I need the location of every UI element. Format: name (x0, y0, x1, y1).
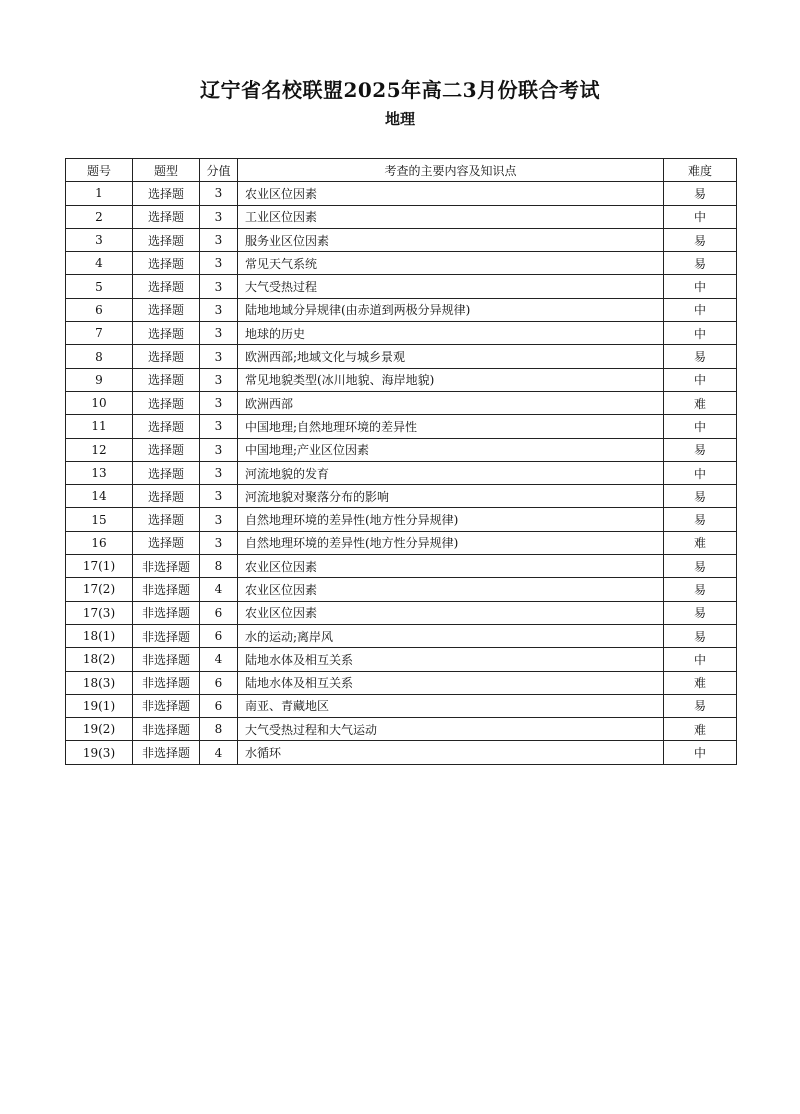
column-header-knowledge-points: 考查的主要内容及知识点 (238, 159, 664, 182)
question-type-cell: 非选择题 (133, 648, 200, 671)
question-number-cell: 19(2) (66, 718, 133, 741)
question-number-cell: 18(1) (66, 624, 133, 647)
knowledge-point-cell: 陆地水体及相互关系 (238, 648, 664, 671)
difficulty-cell: 易 (664, 508, 737, 531)
score-cell: 3 (200, 275, 238, 298)
knowledge-point-cell: 水的运动;离岸风 (238, 624, 664, 647)
table-row (66, 531, 737, 554)
table-row (66, 298, 737, 321)
table-row (66, 368, 737, 391)
table-row (66, 182, 737, 205)
column-header-question-type: 题型 (133, 159, 200, 182)
knowledge-point-cell: 常见地貌类型(冰川地貌、海岸地貌) (238, 368, 664, 391)
score-cell: 3 (200, 508, 238, 531)
question-number-cell: 19(1) (66, 694, 133, 717)
knowledge-point-cell: 地球的历史 (238, 322, 664, 345)
knowledge-point-cell: 陆地地域分异规律(由赤道到两极分异规律) (238, 298, 664, 321)
difficulty-cell: 中 (664, 322, 737, 345)
question-type-cell: 选择题 (133, 438, 200, 461)
table-row (66, 322, 737, 345)
question-number-cell: 9 (66, 368, 133, 391)
question-number-cell: 15 (66, 508, 133, 531)
score-cell: 6 (200, 694, 238, 717)
difficulty-cell: 中 (664, 648, 737, 671)
question-type-cell: 非选择题 (133, 601, 200, 624)
question-number-cell: 12 (66, 438, 133, 461)
score-cell: 3 (200, 322, 238, 345)
difficulty-cell: 中 (664, 415, 737, 438)
score-cell: 3 (200, 182, 238, 205)
score-cell: 3 (200, 368, 238, 391)
knowledge-point-cell: 欧洲西部;地域文化与城乡景观 (238, 345, 664, 368)
difficulty-cell: 中 (664, 368, 737, 391)
difficulty-cell: 中 (664, 298, 737, 321)
document-title: 辽宁省名校联盟2025年高二3月份联合考试 (199, 78, 601, 102)
column-header-difficulty: 难度 (664, 159, 737, 182)
column-header-score: 分值 (200, 159, 238, 182)
table-row (66, 671, 737, 694)
knowledge-point-cell: 农业区位因素 (238, 182, 664, 205)
question-number-cell: 13 (66, 461, 133, 484)
question-type-cell: 非选择题 (133, 718, 200, 741)
difficulty-cell: 难 (664, 531, 737, 554)
question-type-cell: 选择题 (133, 485, 200, 508)
score-cell: 6 (200, 624, 238, 647)
question-number-cell: 6 (66, 298, 133, 321)
difficulty-cell: 中 (664, 741, 737, 764)
question-type-cell: 非选择题 (133, 741, 200, 764)
subject-title: 地理 (384, 110, 415, 128)
question-number-cell: 17(1) (66, 555, 133, 578)
knowledge-point-cell: 中国地理;自然地理环境的差异性 (238, 415, 664, 438)
knowledge-point-cell: 河流地貌对聚落分布的影响 (238, 485, 664, 508)
table-row (66, 648, 737, 671)
knowledge-point-cell: 欧洲西部 (238, 391, 664, 414)
table-row (66, 624, 737, 647)
question-number-cell: 1 (66, 182, 133, 205)
table-row (66, 461, 737, 484)
difficulty-cell: 易 (664, 578, 737, 601)
difficulty-cell: 中 (664, 461, 737, 484)
table-row (66, 438, 737, 461)
difficulty-cell: 易 (664, 182, 737, 205)
knowledge-point-cell: 大气受热过程 (238, 275, 664, 298)
question-type-cell: 选择题 (133, 275, 200, 298)
difficulty-cell: 中 (664, 275, 737, 298)
difficulty-cell: 易 (664, 624, 737, 647)
question-type-cell: 选择题 (133, 508, 200, 531)
question-number-cell: 11 (66, 415, 133, 438)
table-row (66, 275, 737, 298)
table-row (66, 555, 737, 578)
question-type-cell: 非选择题 (133, 694, 200, 717)
difficulty-cell: 易 (664, 555, 737, 578)
score-cell: 4 (200, 578, 238, 601)
question-number-cell: 7 (66, 322, 133, 345)
question-number-cell: 8 (66, 345, 133, 368)
score-cell: 3 (200, 461, 238, 484)
knowledge-point-cell: 农业区位因素 (238, 601, 664, 624)
question-type-cell: 选择题 (133, 415, 200, 438)
table-row (66, 485, 737, 508)
question-type-cell: 选择题 (133, 182, 200, 205)
question-number-cell: 2 (66, 205, 133, 228)
question-type-cell: 选择题 (133, 461, 200, 484)
table-body (66, 182, 737, 764)
score-cell: 4 (200, 741, 238, 764)
question-type-cell: 非选择题 (133, 624, 200, 647)
table-row (66, 345, 737, 368)
difficulty-cell: 易 (664, 485, 737, 508)
knowledge-point-cell: 陆地水体及相互关系 (238, 671, 664, 694)
table-row (66, 205, 737, 228)
question-number-cell: 5 (66, 275, 133, 298)
question-type-cell: 选择题 (133, 368, 200, 391)
score-cell: 3 (200, 415, 238, 438)
knowledge-point-table (65, 158, 737, 765)
question-type-cell: 非选择题 (133, 578, 200, 601)
question-type-cell: 选择题 (133, 345, 200, 368)
knowledge-point-cell: 自然地理环境的差异性(地方性分异规律) (238, 508, 664, 531)
score-cell: 3 (200, 345, 238, 368)
table-row (66, 252, 737, 275)
difficulty-cell: 难 (664, 391, 737, 414)
question-type-cell: 选择题 (133, 252, 200, 275)
score-cell: 3 (200, 438, 238, 461)
column-header-question-number: 题号 (66, 159, 133, 182)
score-cell: 3 (200, 485, 238, 508)
question-number-cell: 16 (66, 531, 133, 554)
table-header-row (66, 159, 737, 182)
question-number-cell: 14 (66, 485, 133, 508)
score-cell: 8 (200, 718, 238, 741)
table-row (66, 601, 737, 624)
score-cell: 3 (200, 228, 238, 251)
score-cell: 6 (200, 671, 238, 694)
knowledge-point-cell: 农业区位因素 (238, 578, 664, 601)
knowledge-point-cell: 中国地理;产业区位因素 (238, 438, 664, 461)
score-cell: 3 (200, 531, 238, 554)
question-number-cell: 4 (66, 252, 133, 275)
question-number-cell: 17(2) (66, 578, 133, 601)
question-type-cell: 选择题 (133, 531, 200, 554)
knowledge-point-cell: 水循环 (238, 741, 664, 764)
question-type-cell: 选择题 (133, 391, 200, 414)
table-row (66, 578, 737, 601)
question-number-cell: 10 (66, 391, 133, 414)
score-cell: 4 (200, 648, 238, 671)
knowledge-point-cell: 常见天气系统 (238, 252, 664, 275)
knowledge-point-cell: 服务业区位因素 (238, 228, 664, 251)
question-number-cell: 17(3) (66, 601, 133, 624)
difficulty-cell: 易 (664, 252, 737, 275)
knowledge-point-cell: 河流地貌的发育 (238, 461, 664, 484)
difficulty-cell: 难 (664, 718, 737, 741)
score-cell: 3 (200, 391, 238, 414)
difficulty-cell: 易 (664, 228, 737, 251)
score-cell: 3 (200, 252, 238, 275)
difficulty-cell: 中 (664, 205, 737, 228)
question-type-cell: 选择题 (133, 205, 200, 228)
table-row (66, 228, 737, 251)
table-row (66, 741, 737, 764)
table-row (66, 415, 737, 438)
score-cell: 3 (200, 298, 238, 321)
question-number-cell: 18(2) (66, 648, 133, 671)
score-cell: 3 (200, 205, 238, 228)
table-row (66, 718, 737, 741)
knowledge-point-cell: 大气受热过程和大气运动 (238, 718, 664, 741)
knowledge-point-cell: 自然地理环境的差异性(地方性分异规律) (238, 531, 664, 554)
knowledge-point-cell: 南亚、青藏地区 (238, 694, 664, 717)
difficulty-cell: 难 (664, 671, 737, 694)
question-type-cell: 选择题 (133, 322, 200, 345)
question-type-cell: 非选择题 (133, 671, 200, 694)
question-number-cell: 3 (66, 228, 133, 251)
difficulty-cell: 易 (664, 601, 737, 624)
difficulty-cell: 易 (664, 438, 737, 461)
question-number-cell: 18(3) (66, 671, 133, 694)
knowledge-point-cell: 工业区位因素 (238, 205, 664, 228)
table-row (66, 508, 737, 531)
question-number-cell: 19(3) (66, 741, 133, 764)
question-type-cell: 选择题 (133, 298, 200, 321)
difficulty-cell: 易 (664, 694, 737, 717)
question-type-cell: 非选择题 (133, 555, 200, 578)
table-row (66, 391, 737, 414)
table-row (66, 694, 737, 717)
question-type-cell: 选择题 (133, 228, 200, 251)
score-cell: 8 (200, 555, 238, 578)
score-cell: 6 (200, 601, 238, 624)
difficulty-cell: 易 (664, 345, 737, 368)
knowledge-point-cell: 农业区位因素 (238, 555, 664, 578)
